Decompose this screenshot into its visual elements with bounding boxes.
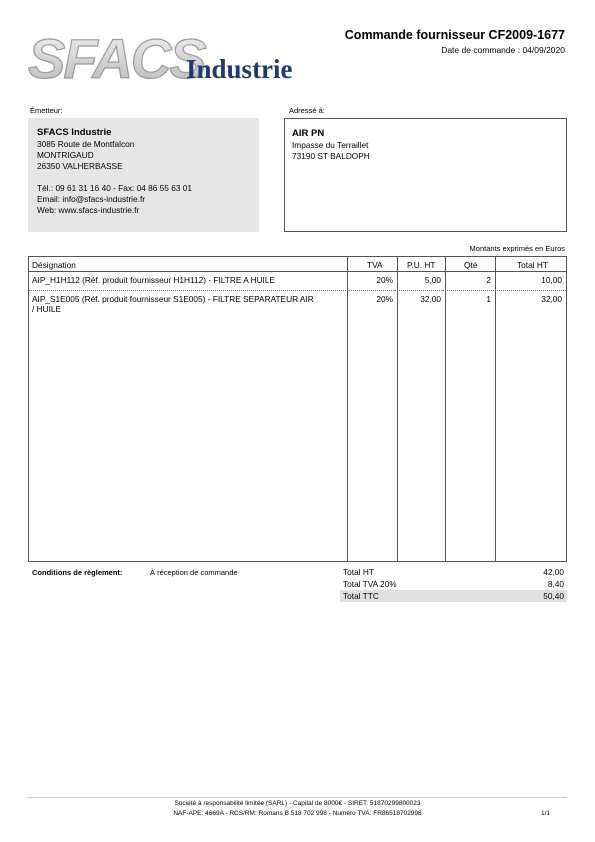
sender-phone: Tél.: 09 61 31 16 40 - Fax: 04 86 55 63 01 xyxy=(37,183,192,193)
row-qte: 2 xyxy=(486,275,491,285)
row-designation-line-2: / HUILE xyxy=(32,304,62,314)
header-designation: Désignation xyxy=(32,260,76,270)
sender-label: Émetteur: xyxy=(30,106,63,115)
recipient-label: Adressé à: xyxy=(289,106,325,115)
order-date: Date de commande : 04/09/2020 xyxy=(441,45,565,55)
row-total: 32,00 xyxy=(541,294,562,304)
recipient-name: AIR PN xyxy=(292,128,325,139)
sender-address-2: MONTRIGAUD xyxy=(37,150,94,160)
row-pu: 32,00 xyxy=(420,294,441,304)
total-ttc-row xyxy=(340,590,567,602)
recipient-address-2: 73190 ST BALDOPH xyxy=(292,151,370,161)
total-ttc-value: 50,40 xyxy=(543,591,564,601)
row-designation xyxy=(32,294,344,314)
header-total: Total HT xyxy=(517,260,548,270)
total-ttc-label: Total TTC xyxy=(343,591,379,601)
row-pu: 5,00 xyxy=(424,275,441,285)
total-ht-value: 42,00 xyxy=(543,567,564,577)
total-tva-value: 8,40 xyxy=(547,579,564,589)
table-header xyxy=(29,257,566,272)
sfacs-logo-graphic xyxy=(28,30,313,92)
logo-mark: SFACS xyxy=(28,30,205,90)
logo-word: Industrie xyxy=(186,54,293,84)
footer-legal-line-1: Société à responsabilité limitée (SARL) - Capital de 8000€ - SIRET: 51870299800023 xyxy=(174,800,421,807)
sender-web: Web: www.sfacs-industrie.fr xyxy=(37,205,140,215)
footer-divider xyxy=(28,797,567,798)
sender-box xyxy=(28,118,259,232)
table-row xyxy=(29,291,566,317)
totals-block xyxy=(340,566,567,602)
company-logo xyxy=(28,30,313,92)
sender-address-1: 3085 Route de Montfalcon xyxy=(37,139,135,149)
row-tva: 20% xyxy=(376,275,393,285)
row-designation: AIP_H1H112 (Réf. produit fournisseur H1H112) - FILTRE A HUILE xyxy=(32,275,276,285)
footer-legal-line-2: NAF-APE: 4669A - RCS/RM: Romans B 518 702 998 - Numéro TVA: FR86518702998 xyxy=(173,810,422,817)
payment-terms-label: Conditions de règlement: xyxy=(32,568,123,577)
row-tva: 20% xyxy=(376,294,393,304)
sender-email: Email: info@sfacs-industrie.fr xyxy=(37,194,146,204)
header-qte: Qté xyxy=(464,260,478,270)
payment-terms-value: À réception de commande xyxy=(150,568,238,577)
header-tva: TVA xyxy=(367,260,383,270)
total-tva-label: Total TVA 20% xyxy=(343,579,397,589)
document-title: Commande fournisseur CF2009-1677 xyxy=(344,28,565,42)
currency-note: Montants exprimés en Euros xyxy=(469,244,565,253)
items-table xyxy=(28,256,567,562)
sender-address-3: 26350 VALHERBASSE xyxy=(37,161,123,171)
total-tva-row xyxy=(340,578,567,590)
sender-name: SFACS Industrie xyxy=(37,127,112,138)
table-row xyxy=(29,272,566,291)
row-designation-line-1: AIP_S1E005 (Réf. produit fournisseur S1E005) - FILTRE SEPARATEUR AIR xyxy=(32,294,314,304)
recipient-address-1: Impasse du Terraillet xyxy=(292,140,369,150)
row-total: 10,00 xyxy=(541,275,562,285)
page-number: 1/1 xyxy=(540,810,550,817)
row-qte: 1 xyxy=(486,294,491,304)
total-ht-label: Total HT xyxy=(343,567,374,577)
header-pu: P.U. HT xyxy=(407,260,436,270)
recipient-box xyxy=(284,118,567,232)
total-ht-row xyxy=(340,566,567,578)
